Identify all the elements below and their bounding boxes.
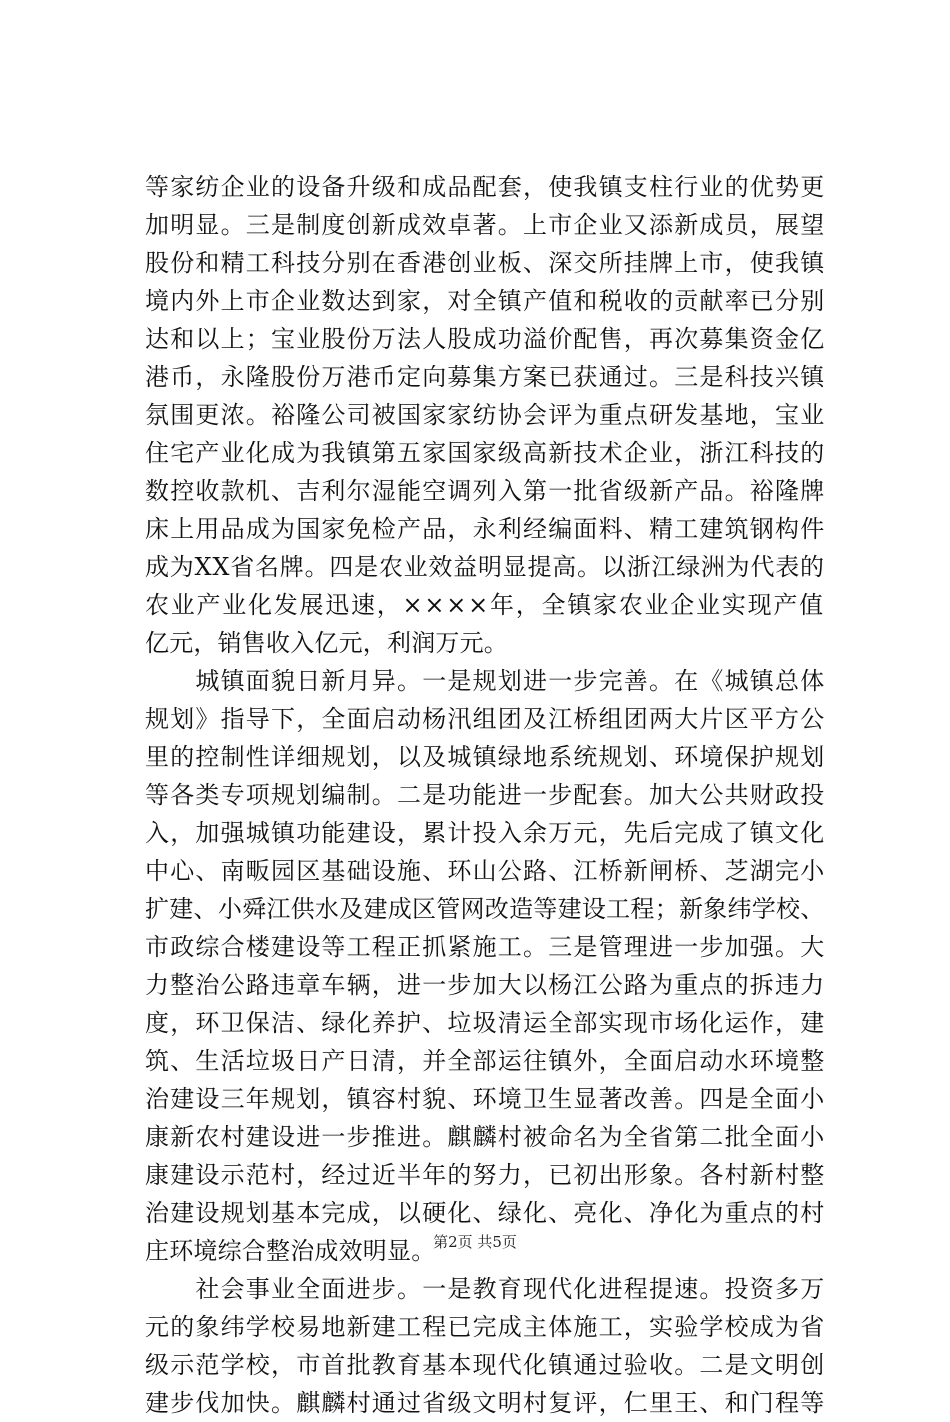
text-line: 等各类专项规划编制。二是功能进一步配套。加大公共财政投: [145, 781, 826, 809]
text-line: 建步伐加快。麒麟村通过省级文明村复评，仁里王、和门程等: [145, 1389, 826, 1417]
text-line: 成为XX省名牌。四是农业效益明显提高。以浙江绿洲为代表的: [145, 553, 825, 581]
text-line: 亿元，销售收入亿元，利润万元。: [145, 629, 508, 657]
text-line: 达和以上；宝业股份万法人股成功溢价配售，再次募集资金亿: [145, 325, 826, 353]
text-line: 数控收款机、吉利尔湿能空调列入第一批省级新产品。裕隆牌: [145, 477, 826, 505]
text-line: 床上用品成为国家免检产品，永利经编面料、精工建筑钢构件: [145, 515, 826, 543]
text-line: 港币，永隆股份万港币定向募集方案已获通过。三是科技兴镇: [145, 363, 826, 391]
text-line: 境内外上市企业数达到家，对全镇产值和税收的贡献率已分别: [145, 287, 826, 315]
page-footer: 第2页 共5页: [433, 1233, 517, 1251]
text-line: 入，加强城镇功能建设，累计投入余万元，先后完成了镇文化: [145, 819, 826, 847]
text-line: 中心、南畈园区基础设施、环山公路、江桥新闸桥、芝湖完小: [145, 857, 826, 885]
text-line: 治建设规划基本完成，以硬化、绿化、亮化、净化为重点的村: [145, 1199, 826, 1227]
text-line: 农业产业化发展迅速，××××年，全镇家农业企业实现产值: [145, 591, 825, 619]
text-line: 等家纺企业的设备升级和成品配套，使我镇支柱行业的优势更: [145, 173, 826, 201]
text-line: 里的控制性详细规划，以及城镇绿地系统规划、环境保护规划: [145, 743, 826, 771]
text-line: 规划》指导下，全面启动杨汛组团及江桥组团两大片区平方公: [145, 705, 826, 733]
text-line: 氛围更浓。裕隆公司被国家家纺协会评为重点研发基地，宝业: [145, 401, 826, 429]
text-line: 庄环境综合整治成效明显。: [145, 1237, 436, 1265]
text-line: 力整治公路违章车辆，进一步加大以杨江公路为重点的拆违力: [145, 971, 826, 999]
text-line: 住宅产业化成为我镇第五家国家级高新技术企业，浙江科技的: [145, 439, 826, 467]
text-line: 康建设示范村，经过近半年的努力，已初出形象。各村新村整: [145, 1161, 826, 1189]
text-line: 筑、生活垃圾日产日清，并全部运往镇外，全面启动水环境整: [145, 1047, 826, 1075]
text-line: 加明显。三是制度创新成效卓著。上市企业又添新成员，展望: [145, 211, 826, 239]
text-line: 市政综合楼建设等工程正抓紧施工。三是管理进一步加强。大: [145, 933, 826, 961]
text-line: 级示范学校，市首批教育基本现代化镇通过验收。二是文明创: [145, 1351, 826, 1379]
text-line: 元的象纬学校易地新建工程已完成主体施工，实验学校成为省: [145, 1313, 826, 1341]
text-line: 股份和精工科技分别在香港创业板、深交所挂牌上市，使我镇: [145, 249, 826, 277]
text-line: 度，环卫保洁、绿化养护、垃圾清运全部实现市场化运作，建: [145, 1009, 826, 1037]
text-line: 治建设三年规划，镇容村貌、环境卫生显著改善。四是全面小: [145, 1085, 826, 1113]
text-line: 扩建、小舜江供水及建成区管网改造等建设工程；新象纬学校、: [145, 895, 825, 923]
text-line: 城镇面貌日新月异。一是规划进一步完善。在《城镇总体: [145, 667, 826, 695]
text-line: 康新农村建设进一步推进。麒麟村被命名为全省第二批全面小: [145, 1123, 826, 1151]
text-line: 社会事业全面进步。一是教育现代化进程提速。投资多万: [145, 1275, 826, 1303]
